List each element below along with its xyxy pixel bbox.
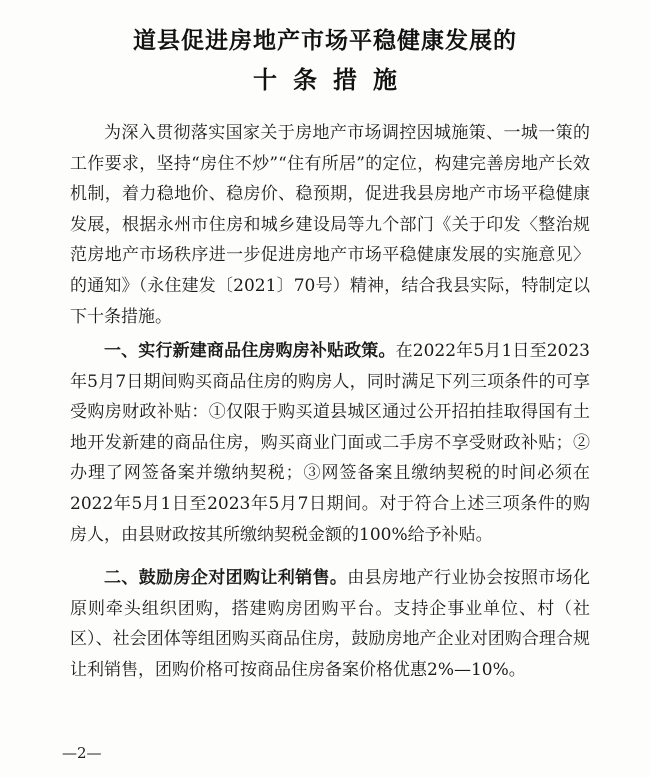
intro-paragraph-block xyxy=(70,118,590,332)
paragraph-heading: 一、实行新建商品住房购房补贴政策。 xyxy=(104,341,396,361)
paragraph-measure-1 xyxy=(70,336,590,550)
document-title-line1: 道县促进房地产市场平稳健康发展的 xyxy=(133,27,517,54)
paragraph-measure-2 xyxy=(70,563,590,685)
paragraph-text: 由县房地产行业协会按照市场化原则牵头组织团购，搭建购房团购平台。支持企事业单位、村（社区）、社会团体等组团购买商品住房，鼓励房地产企业对团购合理合规让利销售，团购价格可按商品住房备案价格优惠2%—10%。 xyxy=(70,568,591,680)
paragraph-text: 在2022年5月1日至2023年5月7日期间购买商品住房的购房人，同时满足下列三项条件的可享受购房财政补贴：①仅限于购买道县城区通过公开招拍挂取得国有土地开发新建的商品住房，购买商业门面或二手房不享受财政补贴；②办理了网签备案并缴纳契税；③网签备案且缴纳契税的时间必须在2022年5月1日至2023年5月7日期间。对于符合上述三项条件的购房人，由县财政按其所缴纳契税金额的100%给予补贴。 xyxy=(70,341,590,545)
document-title-line2: 十条措施 xyxy=(253,65,413,94)
paragraph-heading: 二、鼓励房企对团购让利销售。 xyxy=(104,568,348,588)
measure-1-block xyxy=(70,336,590,550)
paragraph-text: 为深入贯彻落实国家关于房地产市场调控因城施策、一城一策的工作要求，坚持“房住不炒”“住有所居”的定位，构建完善房地产长效机制，着力稳地价、稳房价、稳预期，促进我县房地产市场平稳健康发展，根据永州市住房和城乡建设局等九个部门《关于印发〈整治规范房地产市场秩序进一步促进房地产市场平稳健康发展的实施意见〉的通知》（永住建发〔2021〕70号）精神，结合我县实际，特制定以下十条措施。 xyxy=(70,123,590,327)
paragraph-intro xyxy=(70,118,590,332)
measure-2-block xyxy=(70,563,590,685)
page-number: —2— xyxy=(62,744,102,762)
